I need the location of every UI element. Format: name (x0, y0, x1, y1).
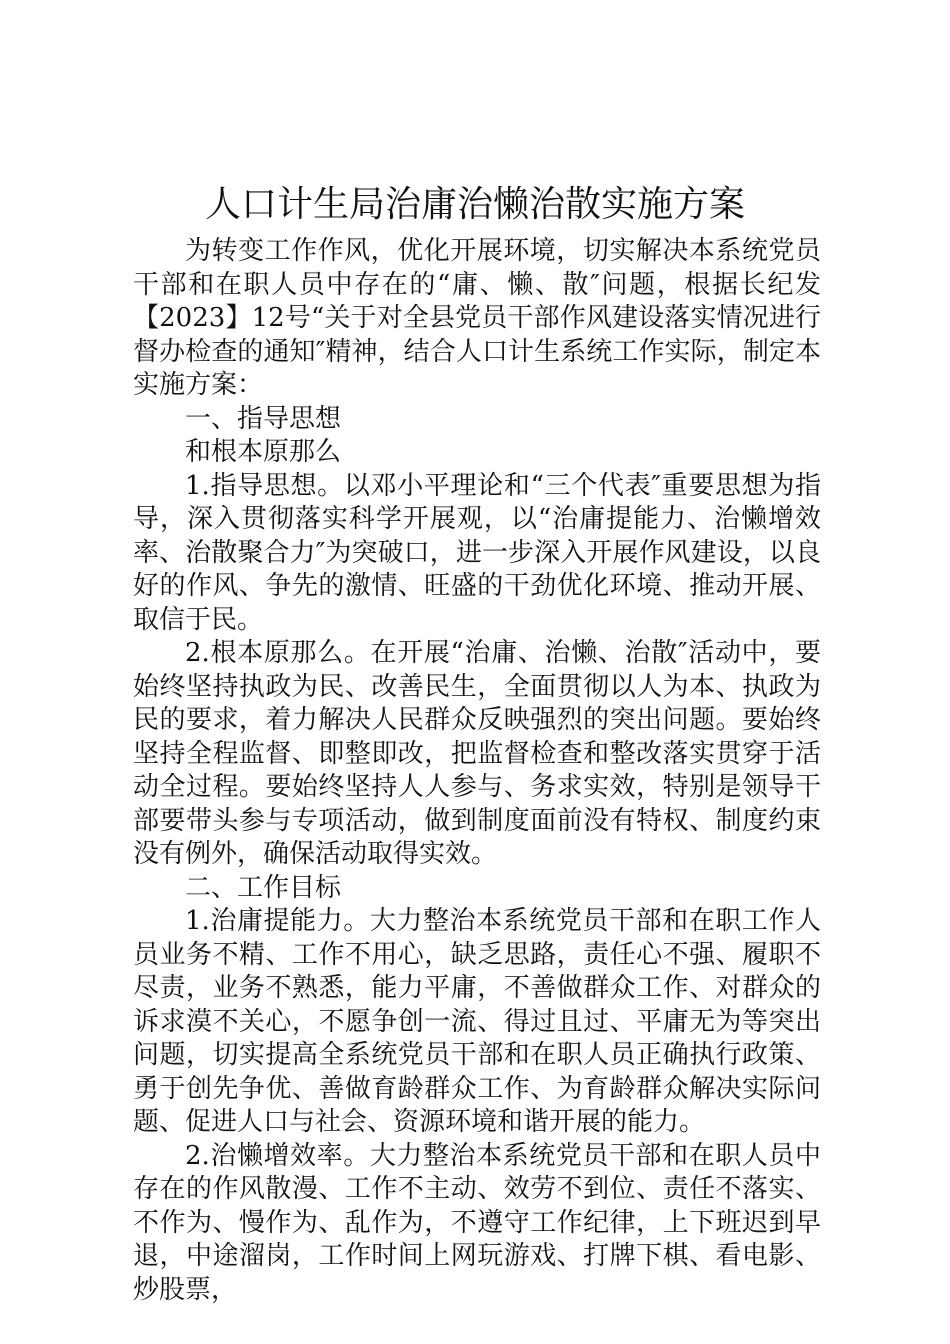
section2-heading: 二、工作目标 (185, 872, 342, 903)
section2-item1-paragraph: 1.治庸提能力。大力整治本系统党员干部和在职工作人员业务不精、工作不用心，缺乏思路，责任心不强、履职不尽责，业务不熟悉，能力平庸，不善做群众工作、对群众的诉求漠不关心，不愿争创一流、得过且过、平庸无为等突出问题，切实提高全系统党员干部和在职人员正确执行政策、勇于创先争优、善做育龄群众工作、为育龄群众解决实际问题、促进人口与社会、资源环境和谐开展的能力。 (133, 906, 821, 1137)
intro-paragraph: 为转变工作作风，优化开展环境，切实解决本系统党员干部和在职人员中存在的“庸、懒、散″问题，根据长纪发【2023】12号“关于对全县党员干部作风建设落实情况进行督办检查的通知″精神，结合人口计生系统工作实际，制定本实施方案： (133, 236, 821, 400)
section1-subheading: 和根本原那么 (185, 437, 342, 467)
section1-item2-paragraph: 2.根本原那么。在开展“治庸、治懒、治散″活动中，要始终坚持执政为民、改善民生，全面贯彻以人为本、执政为民的要求，着力解决人民群众反映强烈的突出问题。要始终坚持全程监督、即整即改，把监督检查和整改落实贯穿于活动全过程。要始终坚持人人参与、务求实效，特别是领导干部要带头参与专项活动，做到制度面前没有特权、制度约束没有例外，确保活动取得实效。 (133, 638, 821, 869)
section1-item1-paragraph: 1.指导思想。以邓小平理论和“三个代表″重要思想为指导，深入贯彻落实科学开展观，以“治庸提能力、治懒增效率、治散聚合力″为突破口，进一步深入开展作风建设，以良好的作风、争先的激情、旺盛的干劲优化环境、推动开展、取信于民。 (133, 470, 821, 635)
document-title: 人口计生局治庸治懒治散实施方案 (204, 184, 745, 225)
document-body (133, 235, 821, 1307)
section2-item2-paragraph: 2.治懒增效率。大力整治本系统党员干部和在职人员中存在的作风散漫、工作不主动、效劳不到位、责任不落实、不作为、慢作为、乱作为，不遵守工作纪律，上下班迟到早退，中途溜岗，工作时间上网玩游戏、打牌下棋、看电影、炒股票， (133, 1140, 821, 1305)
section1-heading: 一、指导思想 (185, 403, 342, 434)
